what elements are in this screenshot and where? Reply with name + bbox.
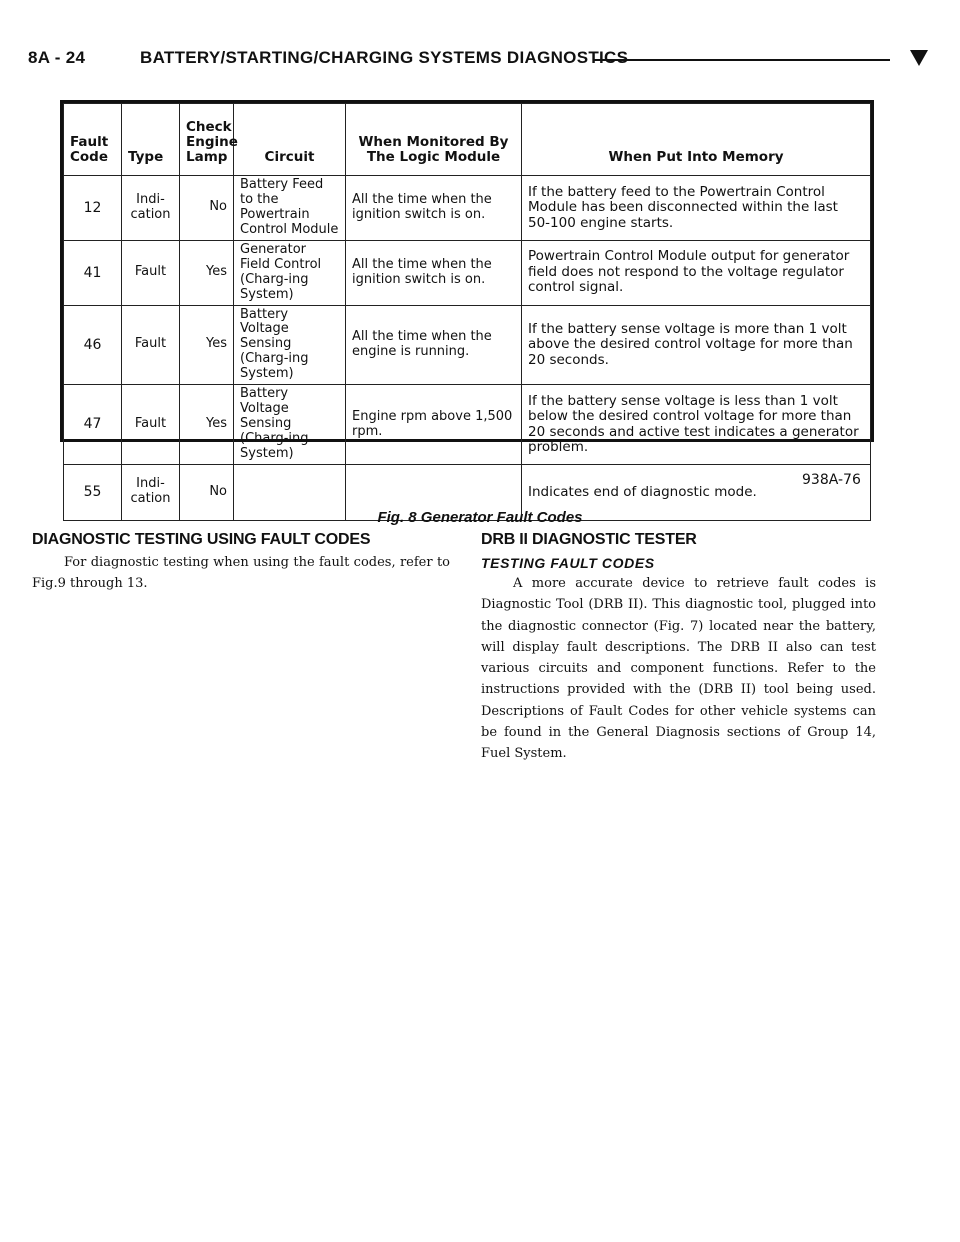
- cell-monitor: All the time when the ignition switch is on.: [346, 176, 522, 241]
- cell-lamp: Yes: [180, 305, 234, 385]
- cell-circuit: Battery Voltage Sensing (Charg-ing System): [234, 385, 346, 465]
- page-header: [28, 44, 932, 78]
- cell-type: Fault: [122, 240, 180, 305]
- cell-monitor: Engine rpm above 1,500 rpm.: [346, 385, 522, 465]
- cell-lamp: No: [180, 176, 234, 241]
- cell-circuit: Battery Voltage Sensing (Charg-ing System): [234, 305, 346, 385]
- cell-type: Fault: [122, 305, 180, 385]
- cell-memory: Indicates end of diagnostic mode.: [522, 464, 871, 520]
- section-heading: DIAGNOSTIC TESTING USING FAULT CODES: [32, 531, 371, 548]
- section-title: BATTERY/STARTING/CHARGING SYSTEMS DIAGNOSTICS: [140, 48, 629, 67]
- section-heading: DRB II DIAGNOSTIC TESTER: [481, 531, 697, 548]
- cell-lamp: Yes: [180, 385, 234, 465]
- header-when-monitored: When Monitored By The Logic Module: [346, 104, 522, 176]
- cell-fault-code: 55: [64, 464, 122, 520]
- figure-id: 938A-76: [802, 472, 861, 488]
- cell-memory: Powertrain Control Module output for generator field does not respond to the voltage regulator control signal.: [522, 240, 871, 305]
- cell-fault-code: 12: [64, 176, 122, 241]
- cell-circuit: Battery Feed to the Powertrain Control Module: [234, 176, 346, 241]
- table-row: [64, 385, 871, 465]
- header-when-put-into-memory: When Put Into Memory: [522, 104, 871, 176]
- cell-memory: If the battery sense voltage is less than 1 volt below the desired control voltage for more than 20 seconds and active test indicates a generator problem.: [522, 385, 871, 465]
- cell-fault-code: 46: [64, 305, 122, 385]
- figure-caption: Fig. 8 Generator Fault Codes: [377, 509, 583, 526]
- cell-lamp: No: [180, 464, 234, 520]
- cell-monitor: All the time when the ignition switch is on.: [346, 240, 522, 305]
- cell-fault-code: 41: [64, 240, 122, 305]
- down-triangle-icon: [910, 50, 928, 66]
- cell-memory: If the battery feed to the Powertrain Control Module has been disconnected within the last 50-100 engine starts.: [522, 176, 871, 241]
- cell-monitor: All the time when the engine is running.: [346, 305, 522, 385]
- header-check-engine-lamp: Check Engine Lamp: [180, 104, 234, 176]
- header-circuit: Circuit: [234, 104, 346, 176]
- body-paragraph: For diagnostic testing when using the fault codes, refer to Fig.9 through 13.: [32, 555, 450, 592]
- cell-type: Fault: [122, 385, 180, 465]
- header-rule: [593, 59, 890, 61]
- cell-circuit: Generator Field Control (Charg-ing System): [234, 240, 346, 305]
- cell-memory: If the battery sense voltage is more than 1 volt above the desired control voltage for more than 20 seconds.: [522, 305, 871, 385]
- cell-type: Indi-cation: [122, 176, 180, 241]
- page-number: 8A - 24: [28, 48, 86, 67]
- subsection-heading: TESTING FAULT CODES: [481, 555, 655, 571]
- left-column: [32, 531, 450, 595]
- cell-type: Indi-cation: [122, 464, 180, 520]
- table-row: [64, 305, 871, 385]
- body-paragraph: A more accurate device to retrieve fault codes is Diagnostic Tool (DRB II). This diagnostic tool, plugged into the diagnostic connector (Fig. 7) located near the battery, will display fault descriptions. The DRB II also can test various circuits and component functions. Refer to the instructions provided with the (DRB II) tool being used. Descriptions of Fault Codes for other vehicle systems can be found in the General Diagnosis sections of Group 14, Fuel System.: [481, 576, 876, 762]
- right-column: [481, 531, 876, 765]
- table-row: [64, 240, 871, 305]
- table-header-row: [64, 104, 871, 176]
- cell-fault-code: 47: [64, 385, 122, 465]
- header-fault-code: Fault Code: [64, 104, 122, 176]
- cell-lamp: Yes: [180, 240, 234, 305]
- table-row: [64, 176, 871, 241]
- header-type: Type: [122, 104, 180, 176]
